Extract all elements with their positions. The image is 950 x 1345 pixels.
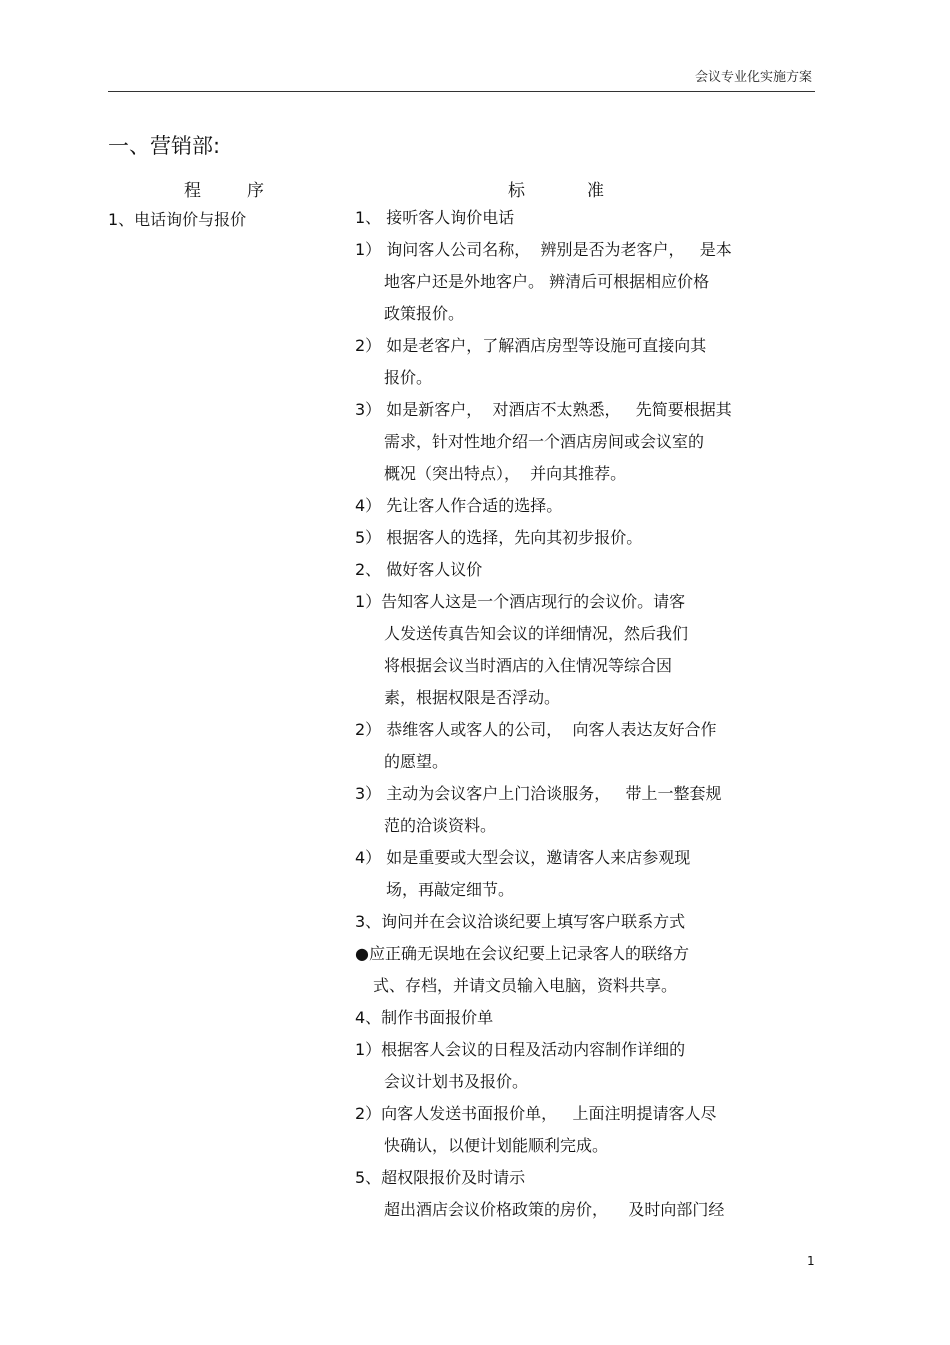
standard-line: 4） 先让客人作合适的选择。	[355, 496, 563, 515]
column-header-standard-char-2: 准	[587, 181, 604, 201]
standard-line: 需求，针对性地介绍一个酒店房间或会议室的	[384, 432, 705, 451]
standard-line: 的愿望。	[384, 752, 449, 771]
standard-line: 2、 做好客人议价	[355, 560, 483, 579]
standard-line: 政策报价。	[384, 304, 465, 323]
standard-line: 2） 恭维客人或客人的公司， 向客人表达友好合作	[355, 720, 717, 739]
standard-line: 式、存档，并请文员输入电脑，资料共享。	[373, 976, 678, 995]
column-header-procedure-char-1: 程	[184, 181, 201, 201]
standard-line: 场，再敲定细节。	[386, 880, 515, 899]
standard-line: 3） 主动为会议客户上门洽谈服务， 带上一整套规	[355, 784, 722, 803]
standard-line: 1） 询问客人公司名称， 辨别是否为老客户， 是本	[355, 240, 732, 259]
column-header-standard-char-1: 标	[508, 181, 525, 201]
column-header-standard	[508, 176, 604, 201]
standard-line: 人发送传真告知会议的详细情况，然后我们	[384, 624, 689, 643]
standard-line: 2） 如是老客户，了解酒店房型等设施可直接向其	[355, 336, 707, 355]
standard-line: ●应正确无误地在会议纪要上记录客人的联络方	[355, 944, 689, 963]
standard-line: 4、制作书面报价单	[355, 1008, 494, 1027]
standard-line: 将根据会议当时酒店的入住情况等综合因	[384, 656, 673, 675]
standard-line: 超出酒店会议价格政策的房价， 及时向部门经	[384, 1200, 725, 1219]
standard-line: 快确认，以便计划能顺利完成。	[384, 1136, 609, 1155]
standard-line: 3、询问并在会议洽谈纪要上填写客户联系方式	[355, 912, 686, 931]
standard-line: 4） 如是重要或大型会议，邀请客人来店参观现	[355, 848, 691, 867]
standard-line: 地客户还是外地客户。 辨清后可根据相应价格	[384, 272, 710, 291]
standard-line: 1、 接听客人询价电话	[355, 208, 515, 227]
procedure-item: 1、电话询价与报价	[108, 210, 247, 229]
standard-line: 2）向客人发送书面报价单， 上面注明提请客人尽	[355, 1104, 717, 1123]
header-rule	[108, 91, 815, 92]
page-number: 1	[807, 1254, 815, 1268]
standard-line: 概况（突出特点）， 并向其推荐。	[384, 464, 627, 483]
standard-line: 1）根据客人会议的日程及活动内容制作详细的	[355, 1040, 686, 1059]
standard-line: 5、超权限报价及时请示	[355, 1168, 526, 1187]
standard-line: 1）告知客人这是一个酒店现行的会议价。请客	[355, 592, 686, 611]
section-title: 一、营销部:	[108, 134, 221, 158]
standard-line: 会议计划书及报价。	[384, 1072, 529, 1091]
column-header-procedure	[184, 176, 264, 201]
column-header-procedure-char-2: 序	[247, 181, 264, 201]
standard-line: 范的洽谈资料。	[384, 816, 497, 835]
header-title: 会议专业化实施方案	[694, 70, 812, 85]
standard-line: 报价。	[384, 368, 433, 387]
standard-line: 3） 如是新客户， 对酒店不太熟悉， 先简要根据其	[355, 400, 732, 419]
standard-line: 素，根据权限是否浮动。	[384, 688, 561, 707]
standard-line: 5） 根据客人的选择，先向其初步报价。	[355, 528, 643, 547]
